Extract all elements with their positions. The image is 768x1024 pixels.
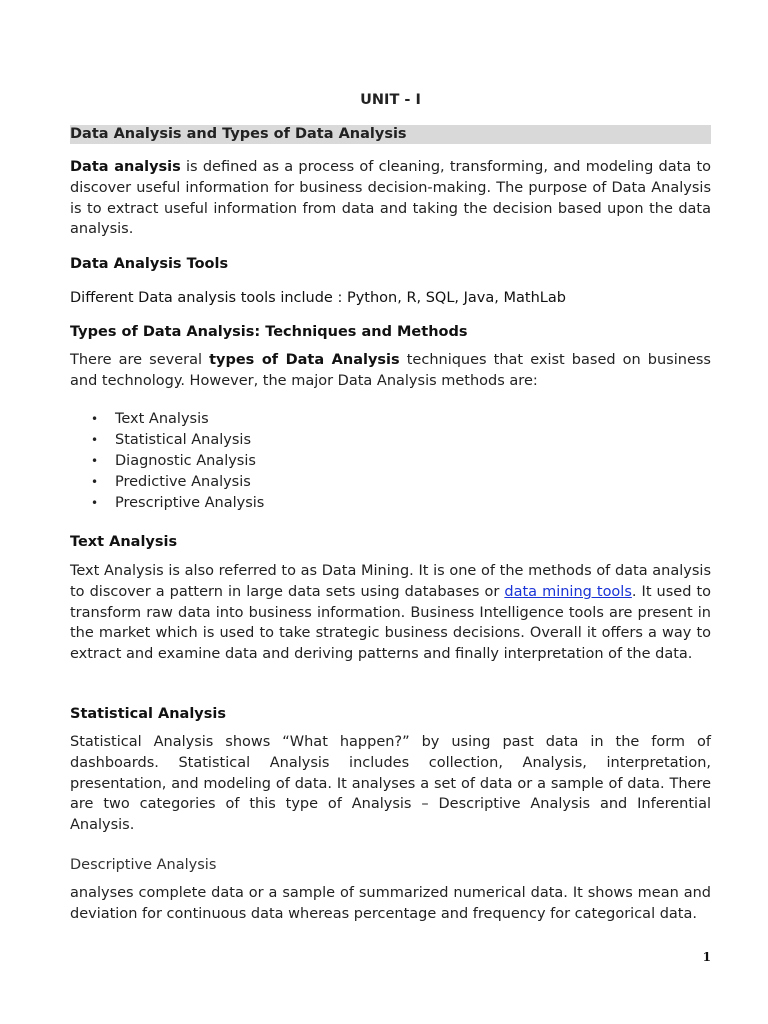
types-list [70,409,264,513]
list-item-label: Predictive Analysis [115,473,251,490]
data-mining-tools-link[interactable]: data mining tools [504,583,632,600]
list-item [70,430,264,451]
descriptive-paragraph: analyses complete data or a sample of summarized numerical data. It shows mean and deviation for continuous data whereas percentage and frequency for categorical data. [70,885,711,922]
unit-title: UNIT - I [360,92,421,108]
list-item-label: Prescriptive Analysis [115,494,265,511]
intro-text: is defined as a process of cleaning, transforming, and modeling data to discover useful information for business decision-making. The purpose of Data Analysis is to extract useful information from data and taking the decision based upon the data analysis. [70,159,711,238]
list-item-label: Diagnostic Analysis [115,452,256,469]
bullet-icon: • [91,412,99,426]
bullet-icon: • [91,474,99,489]
statistical-paragraph: Statistical Analysis shows “What happen?” by using past data in the form of dashboards. Statistical Analysis includes collection, Analysis, interpretation, presentation, and modeling of data. It analyses a set of data or a sample of data. There are two categories of this type of Analysis – Descriptive Analysis and Inferential Analysis. [70,734,711,834]
intro-lead: Data analysis [70,159,181,175]
list-item [70,472,264,493]
types-heading: Types of Data Analysis: Techniques and Methods [70,324,468,340]
types-paragraph [70,350,711,392]
tools-text: Different Data analysis tools include : Python, R, SQL, Java, MathLab [70,290,566,306]
list-item [70,451,264,472]
statistical-heading: Statistical Analysis [70,706,226,722]
intro-paragraph [70,157,711,240]
types-post: techniques that exist based on business and technology. However, the major Data Analysis methods are: [70,352,711,389]
text-analysis-pre: Text Analysis is also referred to as Data Mining. It is one of the methods of data analysis to discover a pattern in large data sets using databases or [70,563,711,600]
text-analysis-heading: Text Analysis [70,534,178,550]
descriptive-heading: Descriptive Analysis [70,857,217,873]
tools-heading: Data Analysis Tools [70,256,229,272]
bullet-icon: • [91,453,99,468]
types-bold: types of Data Analysis [209,352,400,368]
list-item [70,409,264,430]
bullet-icon: • [91,495,99,510]
text-analysis-paragraph [70,561,711,665]
list-item-label: Statistical Analysis [115,431,251,448]
list-item-label: Text Analysis [115,411,209,427]
types-pre: There are several [70,352,210,368]
page-number: 1 [702,950,711,964]
list-item [70,493,264,514]
section-banner: Data Analysis and Types of Data Analysis [70,125,711,144]
text-analysis-post: . It used to transform raw data into business information. Business Intelligence tools are present in the market which is used to take strategic business decisions. Overall it offers a way to extract and examine data and deriving patterns and finally interpretation of the data. [70,583,712,663]
bullet-icon: • [91,432,99,447]
